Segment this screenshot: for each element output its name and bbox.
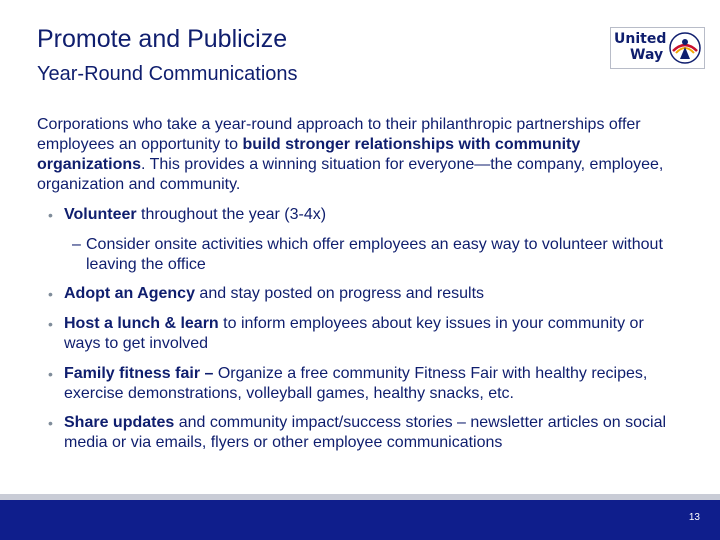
bullet-bold: Host a lunch & learn bbox=[64, 315, 219, 332]
bullet-bold: Volunteer bbox=[64, 206, 137, 223]
bullet-bold: Share updates bbox=[64, 414, 175, 431]
bullet-text bbox=[48, 314, 678, 354]
bullet-body: throughout the year (3-4x) bbox=[136, 206, 327, 223]
bullet-dot: • bbox=[48, 207, 53, 223]
bullet-body: to inform employees about key issues in your community or ways to get involved bbox=[64, 315, 644, 352]
bullet-dot: • bbox=[48, 286, 53, 302]
sub-bullet-dash: – bbox=[72, 236, 81, 253]
bullet-body: Organize a free community Fitness Fair with healthy recipes, exercise demonstrations, volleyball games, healthy snacks, etc. bbox=[64, 365, 648, 402]
bullet-dot: • bbox=[48, 415, 53, 431]
bullet-dot: • bbox=[48, 316, 53, 332]
intro-text-1: Corporations who take a year-round approach to their philanthropic partnerships offer employees an opportunity to bbox=[37, 116, 641, 153]
bullet-body: and stay posted on progress and results bbox=[194, 285, 485, 302]
intro-text-2: . This provides a winning situation for everyone—the company, employee, organization and community. bbox=[37, 156, 664, 193]
sub-bullet-text: Consider onsite activities which offer employees an easy way to volunteer without leaving the office bbox=[86, 236, 663, 273]
bullet-text bbox=[48, 205, 678, 225]
bullet-bold: Family fitness fair – bbox=[64, 365, 214, 382]
bullet-volunteer bbox=[48, 205, 678, 225]
bullet-fitness-fair bbox=[48, 364, 678, 404]
logo-line-1: United bbox=[614, 31, 667, 47]
logo-line-2: Way bbox=[630, 47, 664, 63]
bullet-lunch-learn bbox=[48, 314, 678, 354]
slide-title: Promote and Publicize bbox=[37, 25, 288, 53]
bullet-text bbox=[48, 364, 678, 404]
bullet-dot: • bbox=[48, 366, 53, 382]
sub-bullet-onsite bbox=[72, 235, 682, 275]
bullet-text bbox=[48, 284, 678, 304]
intro-bold-1: build stronger relationships with community organizations bbox=[37, 136, 581, 173]
page-number: 13 bbox=[688, 512, 700, 523]
footer-bar bbox=[0, 500, 720, 540]
bullet-share-updates bbox=[48, 413, 678, 453]
bullet-body: and community impact/success stories – newsletter articles on social media or via emails, flyers or other employee communications bbox=[64, 414, 667, 451]
bullet-bold: Adopt an Agency bbox=[64, 285, 195, 302]
slide-subtitle: Year-Round Communications bbox=[37, 63, 298, 85]
bullet-adopt-agency bbox=[48, 284, 678, 304]
bullet-text bbox=[48, 413, 678, 453]
